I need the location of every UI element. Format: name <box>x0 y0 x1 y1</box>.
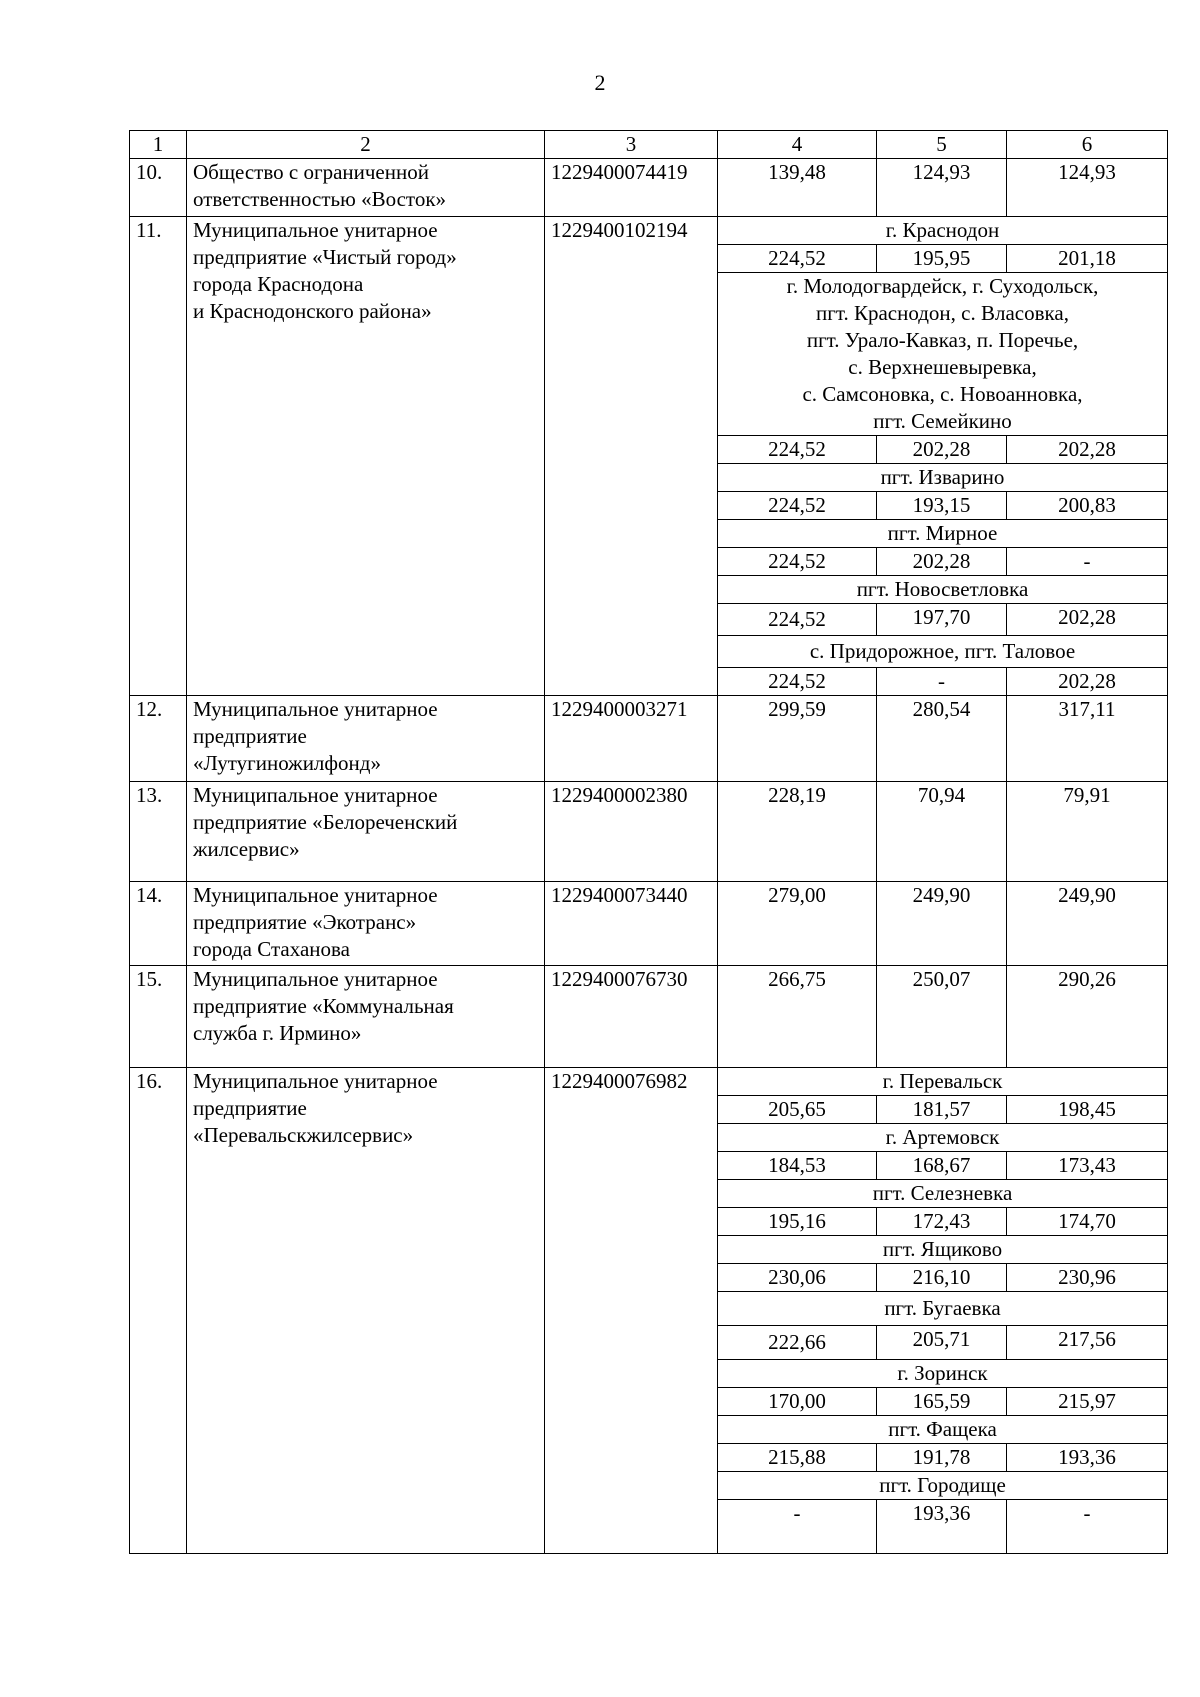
value-cell: 174,70 <box>1007 1208 1168 1236</box>
header-cell: 6 <box>1007 131 1168 159</box>
name-line: Муниципальное унитарное <box>193 1069 438 1093</box>
value-cell: 228,19 <box>718 782 877 882</box>
value-cell: 193,15 <box>877 492 1007 520</box>
name-line: города Краснодона <box>193 272 364 296</box>
table-row <box>130 159 1168 217</box>
name-line: «Перевальскжилсервис» <box>193 1123 414 1147</box>
header-cell: 2 <box>187 131 545 159</box>
location-label: пгт. Мирное <box>718 520 1168 548</box>
location-label: пгт. Изварино <box>718 464 1168 492</box>
value-cell: 201,18 <box>1007 245 1168 273</box>
header-cell: 3 <box>545 131 718 159</box>
ogrn: 1229400002380 <box>545 782 718 882</box>
location-label: пгт. Селезневка <box>718 1180 1168 1208</box>
value-cell: 266,75 <box>718 966 877 1068</box>
value-cell: 124,93 <box>1007 159 1168 217</box>
value-cell: 197,70 <box>877 604 1007 636</box>
value-cell: 224,52 <box>718 548 877 576</box>
name-line: Муниципальное унитарное <box>193 783 438 807</box>
organization-name <box>187 882 545 966</box>
organization-name <box>187 696 545 782</box>
value-cell: 195,95 <box>877 245 1007 273</box>
name-line: служба г. Ирмино» <box>193 1021 362 1045</box>
table-row <box>130 217 1168 245</box>
value-cell: 181,57 <box>877 1096 1007 1124</box>
row-number: 14. <box>130 882 187 966</box>
name-line: и Краснодонского района» <box>193 299 432 323</box>
row-number: 10. <box>130 159 187 217</box>
value-cell: 224,52 <box>718 604 877 636</box>
name-line: Муниципальное унитарное <box>193 218 438 242</box>
location-line: пгт. Семейкино <box>873 409 1012 433</box>
row-number: 13. <box>130 782 187 882</box>
row-number: 12. <box>130 696 187 782</box>
name-line: «Лутугиножилфонд» <box>193 751 381 775</box>
value-cell: 202,28 <box>1007 604 1168 636</box>
ogrn: 1229400076982 <box>545 1068 718 1554</box>
value-cell: 170,00 <box>718 1388 877 1416</box>
location-line: с. Верхнешевыревка, <box>848 355 1037 379</box>
value-cell: 215,88 <box>718 1444 877 1472</box>
value-cell: 299,59 <box>718 696 877 782</box>
location-label: г. Перевальск <box>718 1068 1168 1096</box>
location-label: пгт. Ящиково <box>718 1236 1168 1264</box>
name-line: Общество с ограниченной <box>193 160 429 184</box>
value-cell: 193,36 <box>877 1500 1007 1554</box>
name-line: ответственностью «Восток» <box>193 187 447 211</box>
value-cell: 202,28 <box>877 436 1007 464</box>
header-cell: 5 <box>877 131 1007 159</box>
value-cell: 249,90 <box>1007 882 1168 966</box>
value-cell: 217,56 <box>1007 1326 1168 1360</box>
table-row <box>130 782 1168 882</box>
value-cell: 216,10 <box>877 1264 1007 1292</box>
header-cell: 1 <box>130 131 187 159</box>
value-cell: 173,43 <box>1007 1152 1168 1180</box>
location-label: г. Артемовск <box>718 1124 1168 1152</box>
location-label: г. Краснодон <box>718 217 1168 245</box>
value-cell: 191,78 <box>877 1444 1007 1472</box>
value-cell: 279,00 <box>718 882 877 966</box>
page-number: 2 <box>594 70 606 95</box>
value-cell: 79,91 <box>1007 782 1168 882</box>
organization-name <box>187 159 545 217</box>
value-cell: 202,28 <box>1007 436 1168 464</box>
location-label: пгт. Новосветловка <box>718 576 1168 604</box>
header-cell: 4 <box>718 131 877 159</box>
name-line: Муниципальное унитарное <box>193 697 438 721</box>
table-row <box>130 1068 1168 1096</box>
value-cell: 230,06 <box>718 1264 877 1292</box>
organization-name <box>187 782 545 882</box>
value-cell: 224,52 <box>718 668 877 696</box>
organization-name <box>187 217 545 696</box>
value-cell: 198,45 <box>1007 1096 1168 1124</box>
value-cell: 200,83 <box>1007 492 1168 520</box>
value-cell: 224,52 <box>718 492 877 520</box>
value-cell: 70,94 <box>877 782 1007 882</box>
value-cell: 250,07 <box>877 966 1007 1068</box>
location-label <box>718 273 1168 436</box>
name-line: предприятие «Белореченский <box>193 810 458 834</box>
name-line: предприятие «Чистый город» <box>193 245 457 269</box>
value-cell: 222,66 <box>718 1326 877 1360</box>
value-cell: 202,28 <box>877 548 1007 576</box>
value-cell: - <box>877 668 1007 696</box>
value-cell: 168,67 <box>877 1152 1007 1180</box>
table-row <box>130 966 1168 1068</box>
value-cell: - <box>1007 548 1168 576</box>
location-label: пгт. Бугаевка <box>718 1292 1168 1326</box>
value-cell: 215,97 <box>1007 1388 1168 1416</box>
value-cell: 165,59 <box>877 1388 1007 1416</box>
row-number: 16. <box>130 1068 187 1554</box>
value-cell: 172,43 <box>877 1208 1007 1236</box>
tariff-table <box>129 130 1168 1554</box>
value-cell: 124,93 <box>877 159 1007 217</box>
location-line: г. Молодогвардейск, г. Суходольск, <box>786 274 1099 298</box>
table-row <box>130 696 1168 782</box>
value-cell: 202,28 <box>1007 668 1168 696</box>
location-label: с. Придорожное, пгт. Таловое <box>718 636 1168 668</box>
name-line: Муниципальное унитарное <box>193 883 438 907</box>
table-row <box>130 882 1168 966</box>
name-line: предприятие «Коммунальная <box>193 994 454 1018</box>
value-cell: 317,11 <box>1007 696 1168 782</box>
location-label: г. Зоринск <box>718 1360 1168 1388</box>
name-line: предприятие «Экотранс» <box>193 910 417 934</box>
value-cell: 205,71 <box>877 1326 1007 1360</box>
value-cell: 249,90 <box>877 882 1007 966</box>
value-cell: 193,36 <box>1007 1444 1168 1472</box>
value-cell: 290,26 <box>1007 966 1168 1068</box>
value-cell: 224,52 <box>718 245 877 273</box>
ogrn: 1229400102194 <box>545 217 718 696</box>
name-line: Муниципальное унитарное <box>193 967 438 991</box>
header-row <box>130 131 1168 159</box>
location-label: пгт. Фащека <box>718 1416 1168 1444</box>
ogrn: 1229400003271 <box>545 696 718 782</box>
location-label: пгт. Городище <box>718 1472 1168 1500</box>
row-number: 11. <box>130 217 187 696</box>
name-line: города Стаханова <box>193 937 350 961</box>
location-line: пгт. Краснодон, с. Власовка, <box>816 301 1069 325</box>
row-number: 15. <box>130 966 187 1068</box>
value-cell: 195,16 <box>718 1208 877 1236</box>
organization-name <box>187 1068 545 1554</box>
ogrn: 1229400073440 <box>545 882 718 966</box>
value-cell: 184,53 <box>718 1152 877 1180</box>
name-line: предприятие <box>193 724 307 748</box>
name-line: предприятие <box>193 1096 307 1120</box>
location-line: с. Самсоновка, с. Новоанновка, <box>802 382 1083 406</box>
ogrn: 1229400074419 <box>545 159 718 217</box>
value-cell: 280,54 <box>877 696 1007 782</box>
ogrn: 1229400076730 <box>545 966 718 1068</box>
value-cell: - <box>718 1500 877 1554</box>
value-cell: 205,65 <box>718 1096 877 1124</box>
location-line: пгт. Урало-Кавказ, п. Поречье, <box>806 328 1079 352</box>
organization-name <box>187 966 545 1068</box>
value-cell: 224,52 <box>718 436 877 464</box>
value-cell: 230,96 <box>1007 1264 1168 1292</box>
value-cell: - <box>1007 1500 1168 1554</box>
name-line: жилсервис» <box>193 837 300 861</box>
value-cell: 139,48 <box>718 159 877 217</box>
